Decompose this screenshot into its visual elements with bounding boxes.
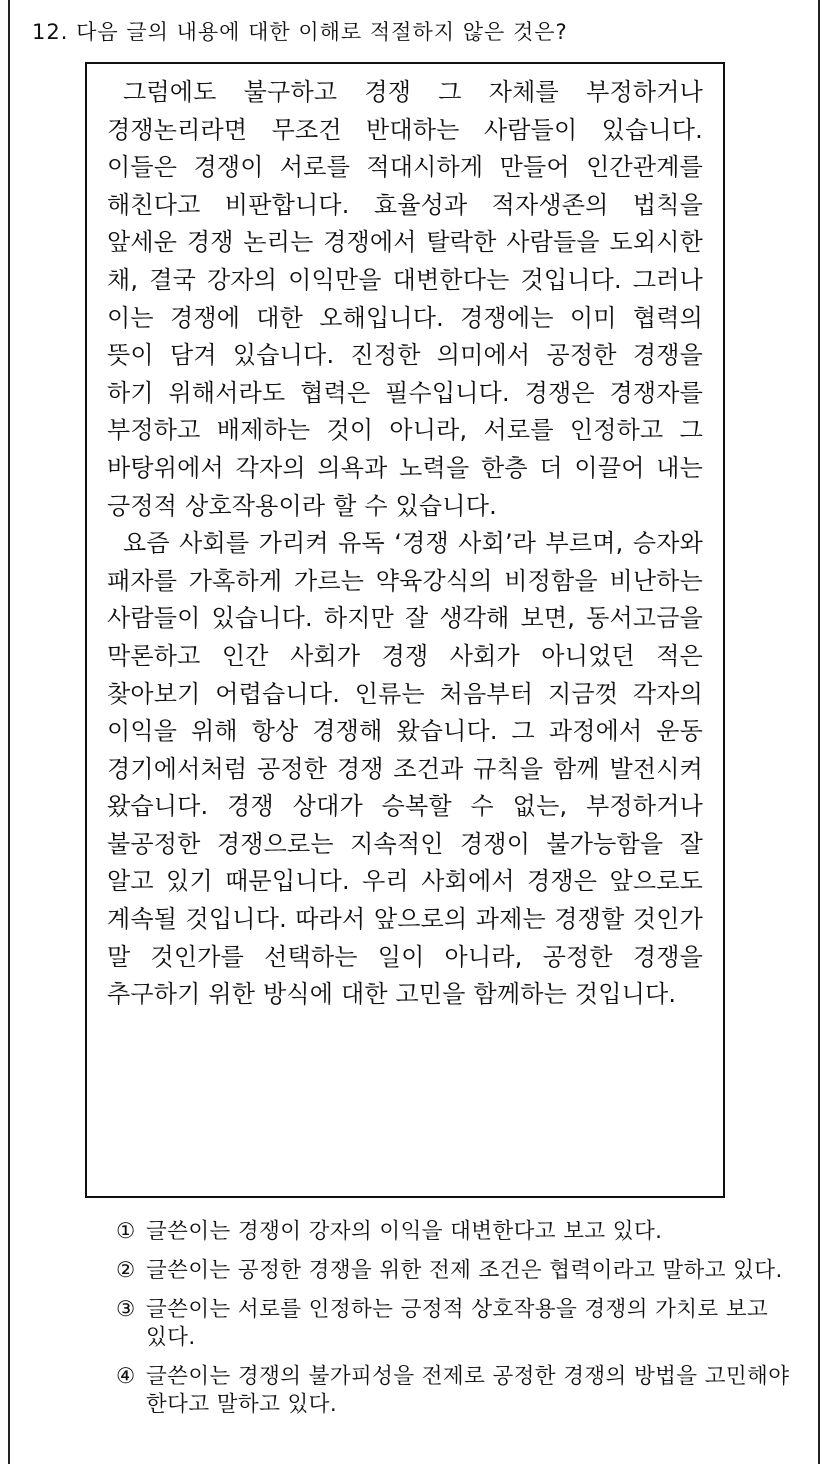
choice-4[interactable] [116, 1363, 806, 1419]
exam-page [8, 0, 820, 1464]
choice-number: ④ [116, 1364, 136, 1389]
answer-choices [116, 1218, 806, 1430]
choice-number: ② [116, 1258, 136, 1283]
choice-text: 글쓴이는 서로를 인정하는 긍정적 상호작용을 경쟁의 가치로 보고 있다. [146, 1297, 769, 1350]
choice-1[interactable] [116, 1218, 806, 1246]
passage-paragraph-2: 요즘 사회를 가리켜 유독 ‘경쟁 사회’라 부르며, 승자와 패자를 가혹하게 가르는 약육강식의 비정함을 비난하는 사람들이 있습니다. 하지만 잘 생각해 보면, 동서고금을 막론하고 인간 사회가 경쟁 사회가 아니었던 적은 찾아보기 어렵습니다. 인류는 처음부터 지금껏 각자의 이익을 위해 항상 경쟁해 왔습니다. 그 과정에서 운동 경기에서처럼 공정한 경쟁 조건과 규칙을 함께 발전시켜 왔습니다. 경쟁 상대가 승복할 수 없는, 부정하거나 불공정한 경쟁으로는 지속적인 경쟁이 불가능함을 잘 알고 있기 때문입니다. 우리 사회에서 경쟁은 앞으로도 계속될 것입니다. 따라서 앞으로의 과제는 경쟁할 것인가 말 것인가를 선택하는 일이 아니라, 공정한 경쟁을 추구하기 위한 방식에 대한 고민을 함께하는 것입니다. [107, 529, 703, 1009]
question-stem: 12. 다음 글의 내용에 대한 이해로 적절하지 않은 것은? [32, 20, 568, 44]
passage-box [85, 62, 725, 1198]
choice-text: 글쓴이는 경쟁이 강자의 이익을 대변한다고 보고 있다. [146, 1219, 663, 1244]
choice-2[interactable] [116, 1257, 806, 1285]
choice-number: ① [116, 1219, 136, 1244]
passage-paragraph-1: 그럼에도 불구하고 경쟁 그 자체를 부정하거나 경쟁논리라면 무조건 반대하는 사람들이 있습니다. 이들은 경쟁이 서로를 적대시하게 만들어 인간관계를 해친다고 비판합니다. 효율성과 적자생존의 법칙을 앞세운 경쟁 논리는 경쟁에서 탈락한 사람들을 도외시한 채, 결국 강자의 이익만을 대변한다는 것입니다. 그러나 이는 경쟁에 대한 오해입니다. 경쟁에는 이미 협력의 뜻이 담겨 있습니다. 진정한 의미에서 공정한 경쟁을 하기 위해서라도 협력은 필수입니다. 경쟁은 경쟁자를 부정하고 배제하는 것이 아니라, 서로를 인정하고 그 바탕위에서 각자의 의욕과 노력을 한층 더 이끌어 내는 긍정적 상호작용이라 할 수 있습니다. [107, 78, 703, 520]
choice-text: 글쓴이는 공정한 경쟁을 위한 전제 조건은 협력이라고 말하고 있다. [146, 1258, 783, 1283]
choice-3[interactable] [116, 1296, 806, 1352]
choice-text: 글쓴이는 경쟁의 불가피성을 전제로 공정한 경쟁의 방법을 고민해야 한다고 말하고 있다. [146, 1364, 790, 1417]
choice-number: ③ [116, 1297, 136, 1322]
